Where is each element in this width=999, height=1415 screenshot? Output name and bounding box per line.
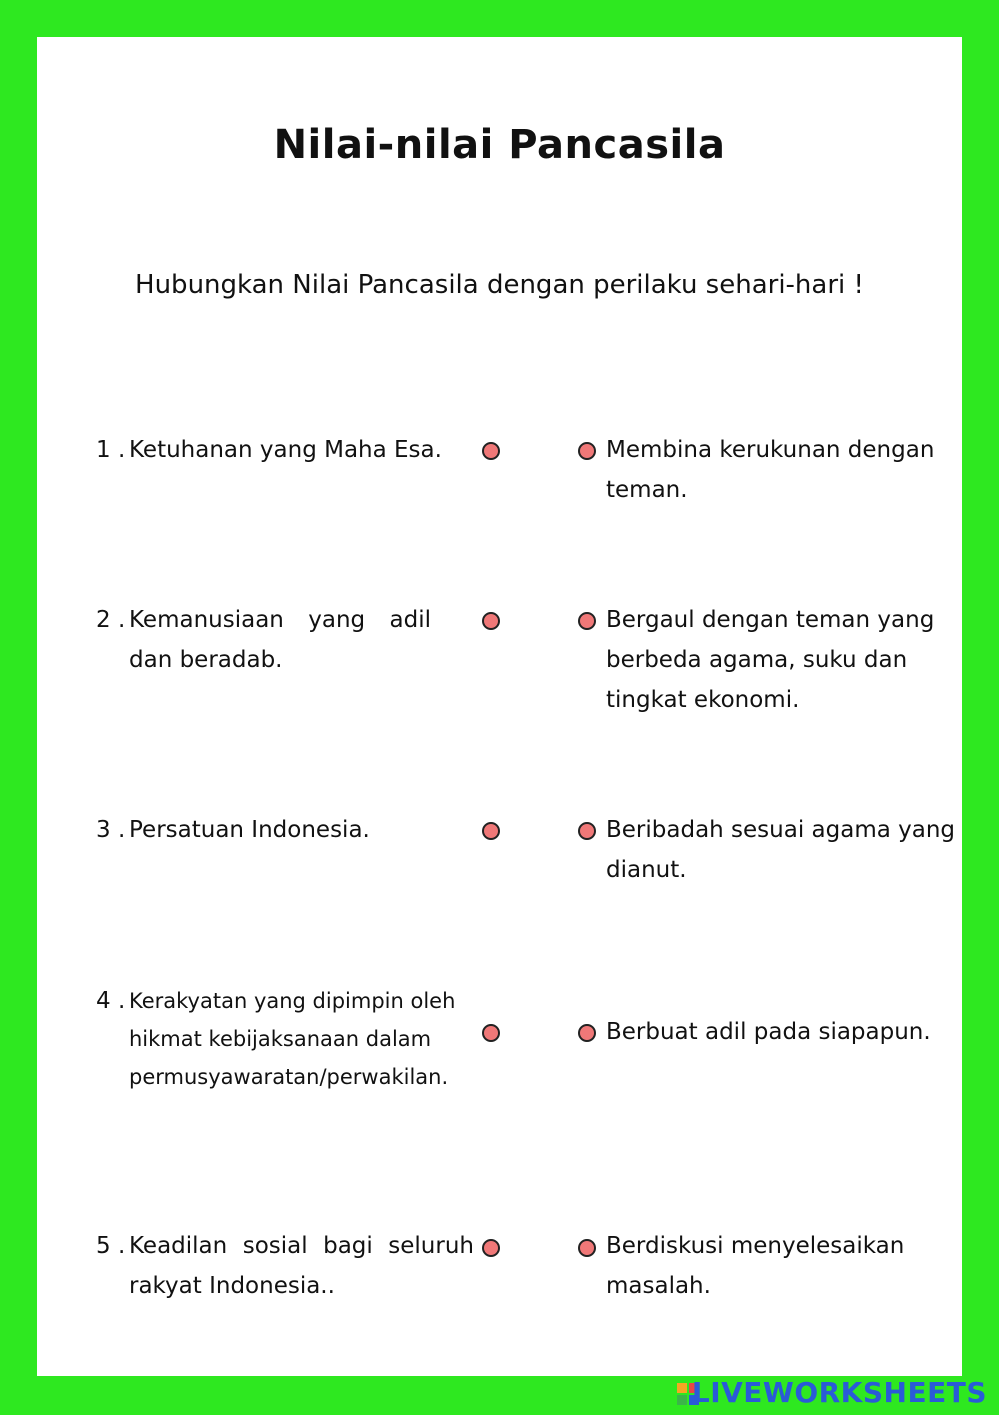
item-number: 5 . bbox=[96, 1233, 126, 1259]
left-connector-dot-4[interactable] bbox=[482, 1024, 500, 1042]
page-title: Nilai-nilai Pancasila bbox=[273, 122, 726, 168]
item-text: Kemanusiaan yang adil dan beradab. bbox=[129, 607, 431, 673]
left-connector-dot-5[interactable] bbox=[482, 1239, 500, 1257]
right-connector-dot-5[interactable] bbox=[578, 1239, 596, 1257]
left-connector-dot-2[interactable] bbox=[482, 612, 500, 630]
item-text: Keadilan sosial bagi seluruh rakyat Indonesia.. bbox=[129, 1233, 474, 1299]
right-item-1: Membina kerukunan dengan teman. bbox=[606, 437, 935, 503]
item-number: 3 . bbox=[96, 817, 126, 843]
item-text: Persatuan Indonesia. bbox=[129, 817, 370, 843]
item-text: Ketuhanan yang Maha Esa. bbox=[129, 437, 442, 463]
item-text: Kerakyatan yang dipimpin oleh hikmat kebijaksanaan dalam permusyawaratan/perwakilan. bbox=[129, 989, 456, 1089]
right-connector-dot-4[interactable] bbox=[578, 1024, 596, 1042]
right-item-3: Beribadah sesuai agama yang dianut. bbox=[606, 817, 956, 883]
item-number: 1 . bbox=[96, 437, 126, 463]
instruction-text: Hubungkan Nilai Pancasila dengan perilaku sehari-hari ! bbox=[135, 270, 864, 300]
right-connector-dot-1[interactable] bbox=[578, 442, 596, 460]
watermark: LIVEWORKSHEETS bbox=[691, 1376, 987, 1409]
right-connector-dot-3[interactable] bbox=[578, 822, 596, 840]
item-number: 2 . bbox=[96, 607, 126, 633]
right-item-5: Berdiskusi menyelesaikan masalah. bbox=[606, 1233, 905, 1299]
item-number: 4 . bbox=[96, 988, 126, 1014]
right-connector-dot-2[interactable] bbox=[578, 612, 596, 630]
right-item-2: Bergaul dengan teman yang berbeda agama, suku dan tingkat ekonomi. bbox=[606, 607, 935, 713]
left-connector-dot-1[interactable] bbox=[482, 442, 500, 460]
right-item-4: Berbuat adil pada siapapun. bbox=[606, 1019, 931, 1045]
left-connector-dot-3[interactable] bbox=[482, 822, 500, 840]
